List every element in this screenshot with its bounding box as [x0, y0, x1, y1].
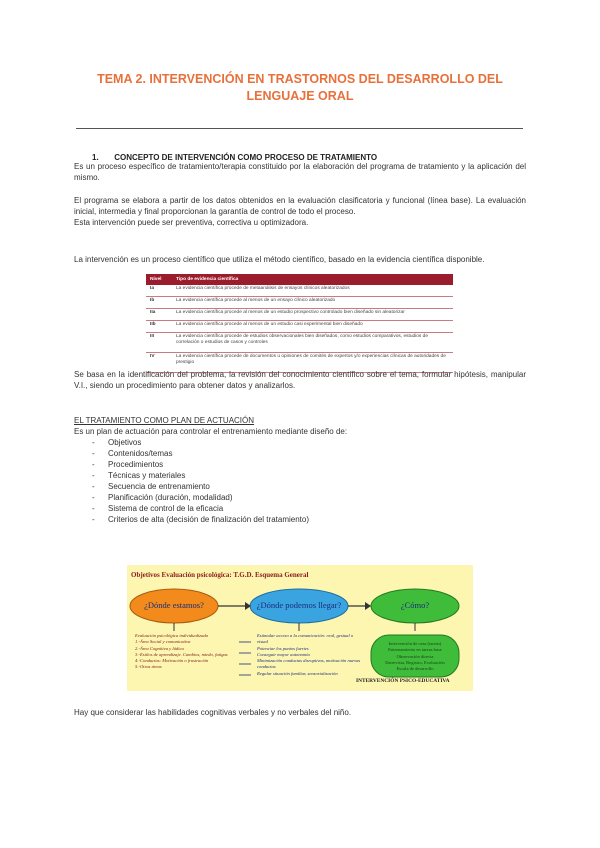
row-level: Ia	[146, 285, 172, 297]
bullet-marker: -	[92, 504, 95, 513]
paragraph-types: Esta intervención puede ser preventiva, correctiva u optimizadora.	[74, 218, 309, 227]
right-item: Entrevista, Registro, Evaluación	[385, 659, 445, 665]
table-row	[146, 309, 453, 321]
title-divider	[76, 128, 523, 129]
bullet-marker: -	[92, 449, 95, 458]
right-column	[375, 641, 455, 672]
list-item-text: Secuencia de entrenamiento	[108, 482, 210, 491]
row-level: IV	[146, 353, 172, 373]
list-item	[92, 437, 309, 448]
row-text: La evidencia científica procede de documentos u opiniones de comités de expertos y/o experiencias clínicas de autoridades de prestigio	[172, 353, 453, 373]
paragraph-scientific: La intervención es un proceso científico que utiliza el método científico, basado en la evidencia científica disponible.	[74, 255, 485, 264]
table-row	[146, 333, 453, 353]
list-item-text: Técnicas y materiales	[108, 471, 186, 480]
mid-item: Conseguir mayor autonomía	[257, 651, 310, 657]
left-item: 2.-Área Cognitiva y lúdica	[135, 645, 184, 651]
right-item: Observación directa	[396, 653, 434, 659]
section-heading-concept: 1. CONCEPTO DE INTERVENCIÓN COMO PROCESO DE TRATAMIENTO	[92, 153, 378, 162]
paragraph-closing: Hay que considerar las habilidades cognitivas verbales y no verbales del niño.	[74, 708, 352, 717]
list-item-text: Objetivos	[108, 438, 142, 447]
bullet-marker: -	[92, 515, 95, 524]
list-item	[92, 492, 309, 503]
right-item: Intervención de casa (tareas)	[388, 641, 442, 646]
table-row	[146, 321, 453, 333]
list-item-text: Planificación (duración, modalidad)	[108, 493, 233, 502]
row-text: La evidencia científica procede de estudios observacionales bien diseñados, como estudios comparativos, estudios de correlación o estudios de casos y controles	[172, 333, 453, 353]
list-item	[92, 448, 309, 459]
row-level: IIa	[146, 309, 172, 321]
diagram-title: Objetivos Evaluación psicológica: T.G.D. Esquema General	[131, 571, 309, 579]
list-item	[92, 481, 309, 492]
arrow-head-2	[365, 602, 371, 610]
bullet-marker: -	[92, 482, 95, 491]
bullet-marker: -	[92, 460, 95, 469]
bullet-marker: -	[92, 493, 95, 502]
plan-list	[92, 437, 309, 525]
list-item	[92, 514, 309, 525]
section-heading-plan: EL TRATAMIENTO COMO PLAN DE ACTUACIÓN	[74, 416, 255, 425]
row-level: Ib	[146, 297, 172, 309]
oval-label-how: ¿Cómo?	[400, 600, 430, 610]
paragraph-program: El programa se elabora a partir de los datos obtenidos en la evaluación clasificatoria y funcional (línea base). La evaluación inicial, intermedia y final proporcionan la garantía de control de todo el proceso.	[74, 196, 526, 216]
list-item-text: Sistema de control de la eficacia	[108, 504, 224, 513]
mid-item: Estimular acceso a la comunicación: oral, gestual o visual	[257, 633, 354, 645]
evidence-table-header	[146, 274, 453, 285]
bullet-marker: -	[92, 438, 95, 447]
paragraph-plan-intro: Es un plan de actuación para controlar el entrenamiento mediante diseño de:	[74, 427, 348, 436]
list-item-text: Procedimientos	[108, 460, 164, 469]
intervention-diagram	[127, 565, 473, 691]
left-item: 5.-Otras áreas	[135, 664, 162, 670]
table-row	[146, 297, 453, 309]
evidence-table	[146, 274, 453, 373]
bullet-marker: -	[92, 471, 95, 480]
left-column	[135, 633, 239, 671]
list-item	[92, 503, 309, 514]
diagram-footer: INTERVENCIÓN PSICO-EDUCATIVA	[356, 678, 450, 684]
right-item: Escala de desarrollo	[396, 666, 434, 672]
paragraph-method: Se basa en la identificación del problema, la revisión del conocimiento científico sobre el tema, formular hipótesis, manipular V.I., siendo un procedimiento para obtener datos y analizarlos.	[74, 370, 526, 390]
oval-label-where-we-are: ¿Dónde estamos?	[144, 600, 204, 610]
list-item	[92, 459, 309, 470]
list-item-text: Contenidos/temas	[108, 449, 173, 458]
list-item	[92, 470, 309, 481]
table-row	[146, 285, 453, 297]
right-item: Entrenamiento en tareas base	[388, 647, 442, 653]
list-item-text: Criterios de alta (decisión de finalización del tratamiento)	[108, 515, 309, 524]
row-level: IIb	[146, 321, 172, 333]
row-text: La evidencia científica procede de metaanálisis de ensayos clínicos aleatorizados	[172, 285, 453, 297]
row-level: III	[146, 333, 172, 353]
left-item: 1.-Área Social y comunicativa	[135, 639, 191, 645]
page-title: TEMA 2. INTERVENCIÓN EN TRASTORNOS DEL DESARROLLO DEL LENGUAJE ORAL	[97, 72, 503, 103]
row-text: La evidencia científica procede al menos de un ensayo clínico aleatorizado	[172, 297, 453, 309]
mid-item: Regular situación familiar, sensorialización	[257, 670, 338, 676]
header-type: Tipo de evidencia científica	[172, 274, 453, 285]
left-item: Evaluación psicológica individualizada	[135, 633, 208, 638]
left-item: 4.-Conductas: Motivación o frustración	[135, 658, 209, 664]
oval-label-where-we-go: ¿Dónde podemos llegar?	[256, 600, 342, 610]
mid-column	[257, 633, 361, 677]
paragraph-definition: Es un proceso específico de tratamiento/terapia constituido por la elaboración del programa de tratamiento y la aplicación del mismo.	[74, 162, 526, 182]
mid-item: Minimización conductas disruptivas, motivación nuevas conductas	[257, 658, 361, 670]
left-item: 3.-Estilos de aprendizaje. Cambios, miedo, fatigas	[135, 651, 228, 657]
row-text: La evidencia científica procede al menos de un estudio casi experimental bien diseñado	[172, 321, 453, 333]
header-level: Nivel	[146, 274, 172, 285]
row-text: La evidencia científica procede al menos de un estudio prospectivo controlado bien diseñado sin aleatorizar	[172, 309, 453, 321]
mid-item: Potenciar los puntos fuertes	[257, 645, 309, 651]
